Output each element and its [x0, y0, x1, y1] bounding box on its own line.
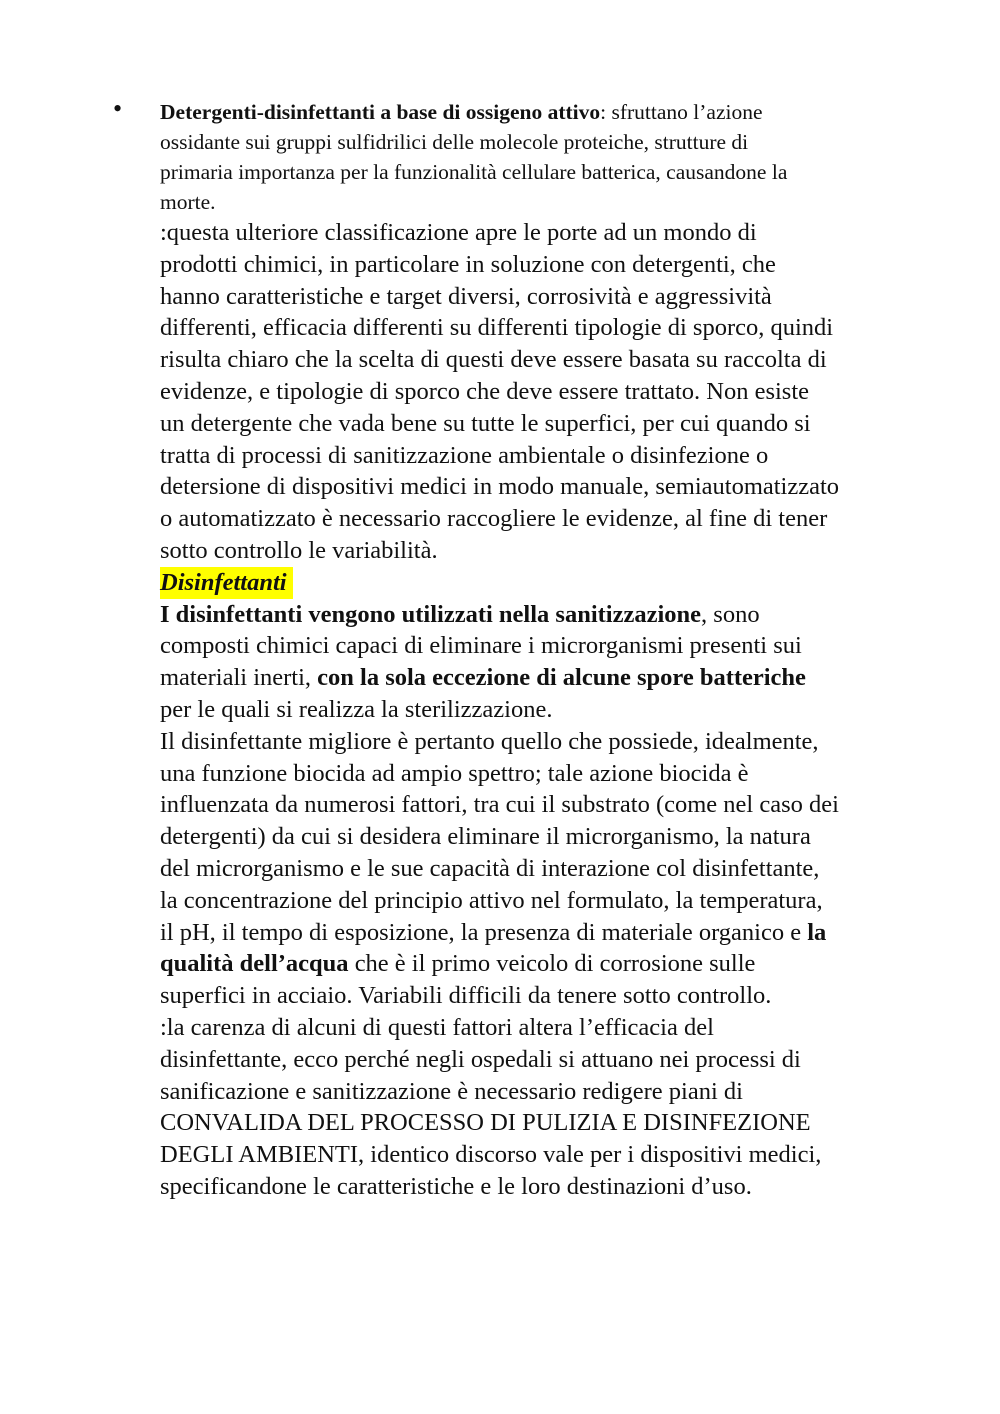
definition-bold: I disinfettanti vengono utilizzati nella sanitizzazione	[160, 600, 702, 628]
definition-paragraph	[160, 599, 920, 726]
text-line: evidenze, e tipologie di sporco che deve essere trattato. Non esiste	[160, 377, 810, 405]
text-column	[160, 97, 920, 1203]
text-line: la concentrazione del principio attivo nel formulato, la temperatura,	[160, 886, 823, 914]
water-quality-bold: la	[807, 918, 827, 946]
text-line: o automatizzato è necessario raccogliere le evidenze, al fine di tener	[160, 505, 828, 533]
bullet-line: primaria importanza per la funzionalità cellulare batterica, causandone la	[160, 160, 788, 184]
text-line: un detergente che vada bene su tutte le superfici, per cui quando si	[160, 409, 811, 437]
text-line: CONVALIDA DEL PROCESSO DI PULIZIA E DISINFEZIONE	[160, 1109, 811, 1137]
bullet-marker: •	[113, 94, 123, 123]
text-span: , sono	[701, 600, 760, 628]
section-heading-row	[160, 567, 920, 599]
exception-bold: con la sola eccezione di alcune spore batteriche	[317, 664, 806, 692]
text-span: il pH, il tempo di esposizione, la presenza di materiale organico e	[160, 918, 808, 946]
text-line: disinfettante, ecco perché negli ospedali si attuano nei processi di	[160, 1045, 801, 1073]
text-line: DEGLI AMBIENTI, identico discorso vale per i dispositivi medici,	[160, 1141, 822, 1169]
text-line: differenti, efficacia differenti su differenti tipologie di sporco, quindi	[160, 314, 834, 342]
text-line: hanno caratteristiche e target diversi, corrosività e aggressività	[160, 282, 772, 310]
text-line	[160, 948, 920, 980]
text-line: :questa ulteriore classificazione apre le porte ad un mondo di	[160, 219, 757, 246]
text-line: sotto controllo le variabilità.	[160, 536, 438, 564]
section-heading: Disinfettanti	[160, 567, 293, 599]
text-line: tratta di processi di sanitizzazione ambientale o disinfezione o	[160, 441, 769, 469]
bullet-line: morte.	[160, 190, 216, 214]
text-line: una funzione biocida ad ampio spettro; tale azione biocida è	[160, 759, 749, 787]
text-line	[160, 917, 920, 949]
bullet-item	[160, 97, 920, 217]
best-disinfectant-paragraph	[160, 726, 920, 1012]
text-line: composti chimici capaci di eliminare i microrganismi presenti sui	[160, 632, 802, 660]
text-line: risulta chiaro che la scelta di questi deve essere basata su raccolta di	[160, 346, 827, 374]
text-line: :la carenza di alcuni di questi fattori altera l’efficacia del	[160, 1013, 714, 1041]
text-line: del microrganismo e le sue capacità di interazione col disinfettante,	[160, 854, 820, 882]
text-span: materiali inerti,	[160, 664, 318, 692]
text-line: Il disinfettante migliore è pertanto quello che possiede, idealmente,	[160, 727, 819, 755]
water-quality-bold: qualità dell’acqua	[160, 950, 349, 978]
bullet-line: ossidante sui gruppi sulfidrilici delle molecole proteiche, strutture di	[160, 130, 749, 154]
text-line: superfici in acciaio. Variabili difficili da tenere sotto controllo.	[160, 982, 772, 1010]
text-line: influenzata da numerosi fattori, tra cui il substrato (come nel caso dei	[160, 791, 839, 819]
closing-paragraph	[160, 1012, 920, 1203]
text-line: per le quali si realizza la sterilizzazione.	[160, 695, 553, 723]
bullet-term-rest: : sfruttano l’azione	[600, 100, 763, 124]
text-line	[160, 662, 920, 694]
text-span: che è il primo veicolo di corrosione sulle	[348, 950, 756, 978]
text-line	[160, 599, 920, 631]
text-line: detergenti) da cui si desidera eliminare il microrganismo, la natura	[160, 823, 811, 851]
note-paragraph	[160, 217, 920, 567]
text-line: prodotti chimici, in particolare in soluzione con detergenti, che	[160, 250, 776, 278]
text-line: specificandone le caratteristiche e le loro destinazioni d’uso.	[160, 1172, 752, 1200]
bullet-term: Detergenti-disinfettanti a base di ossigeno attivo	[160, 100, 601, 124]
text-line: detersione di dispositivi medici in modo manuale, semiautomatizzato	[160, 473, 840, 501]
bullet-line	[160, 97, 920, 127]
text-line: sanificazione e sanitizzazione è necessario redigere piani di	[160, 1077, 743, 1105]
